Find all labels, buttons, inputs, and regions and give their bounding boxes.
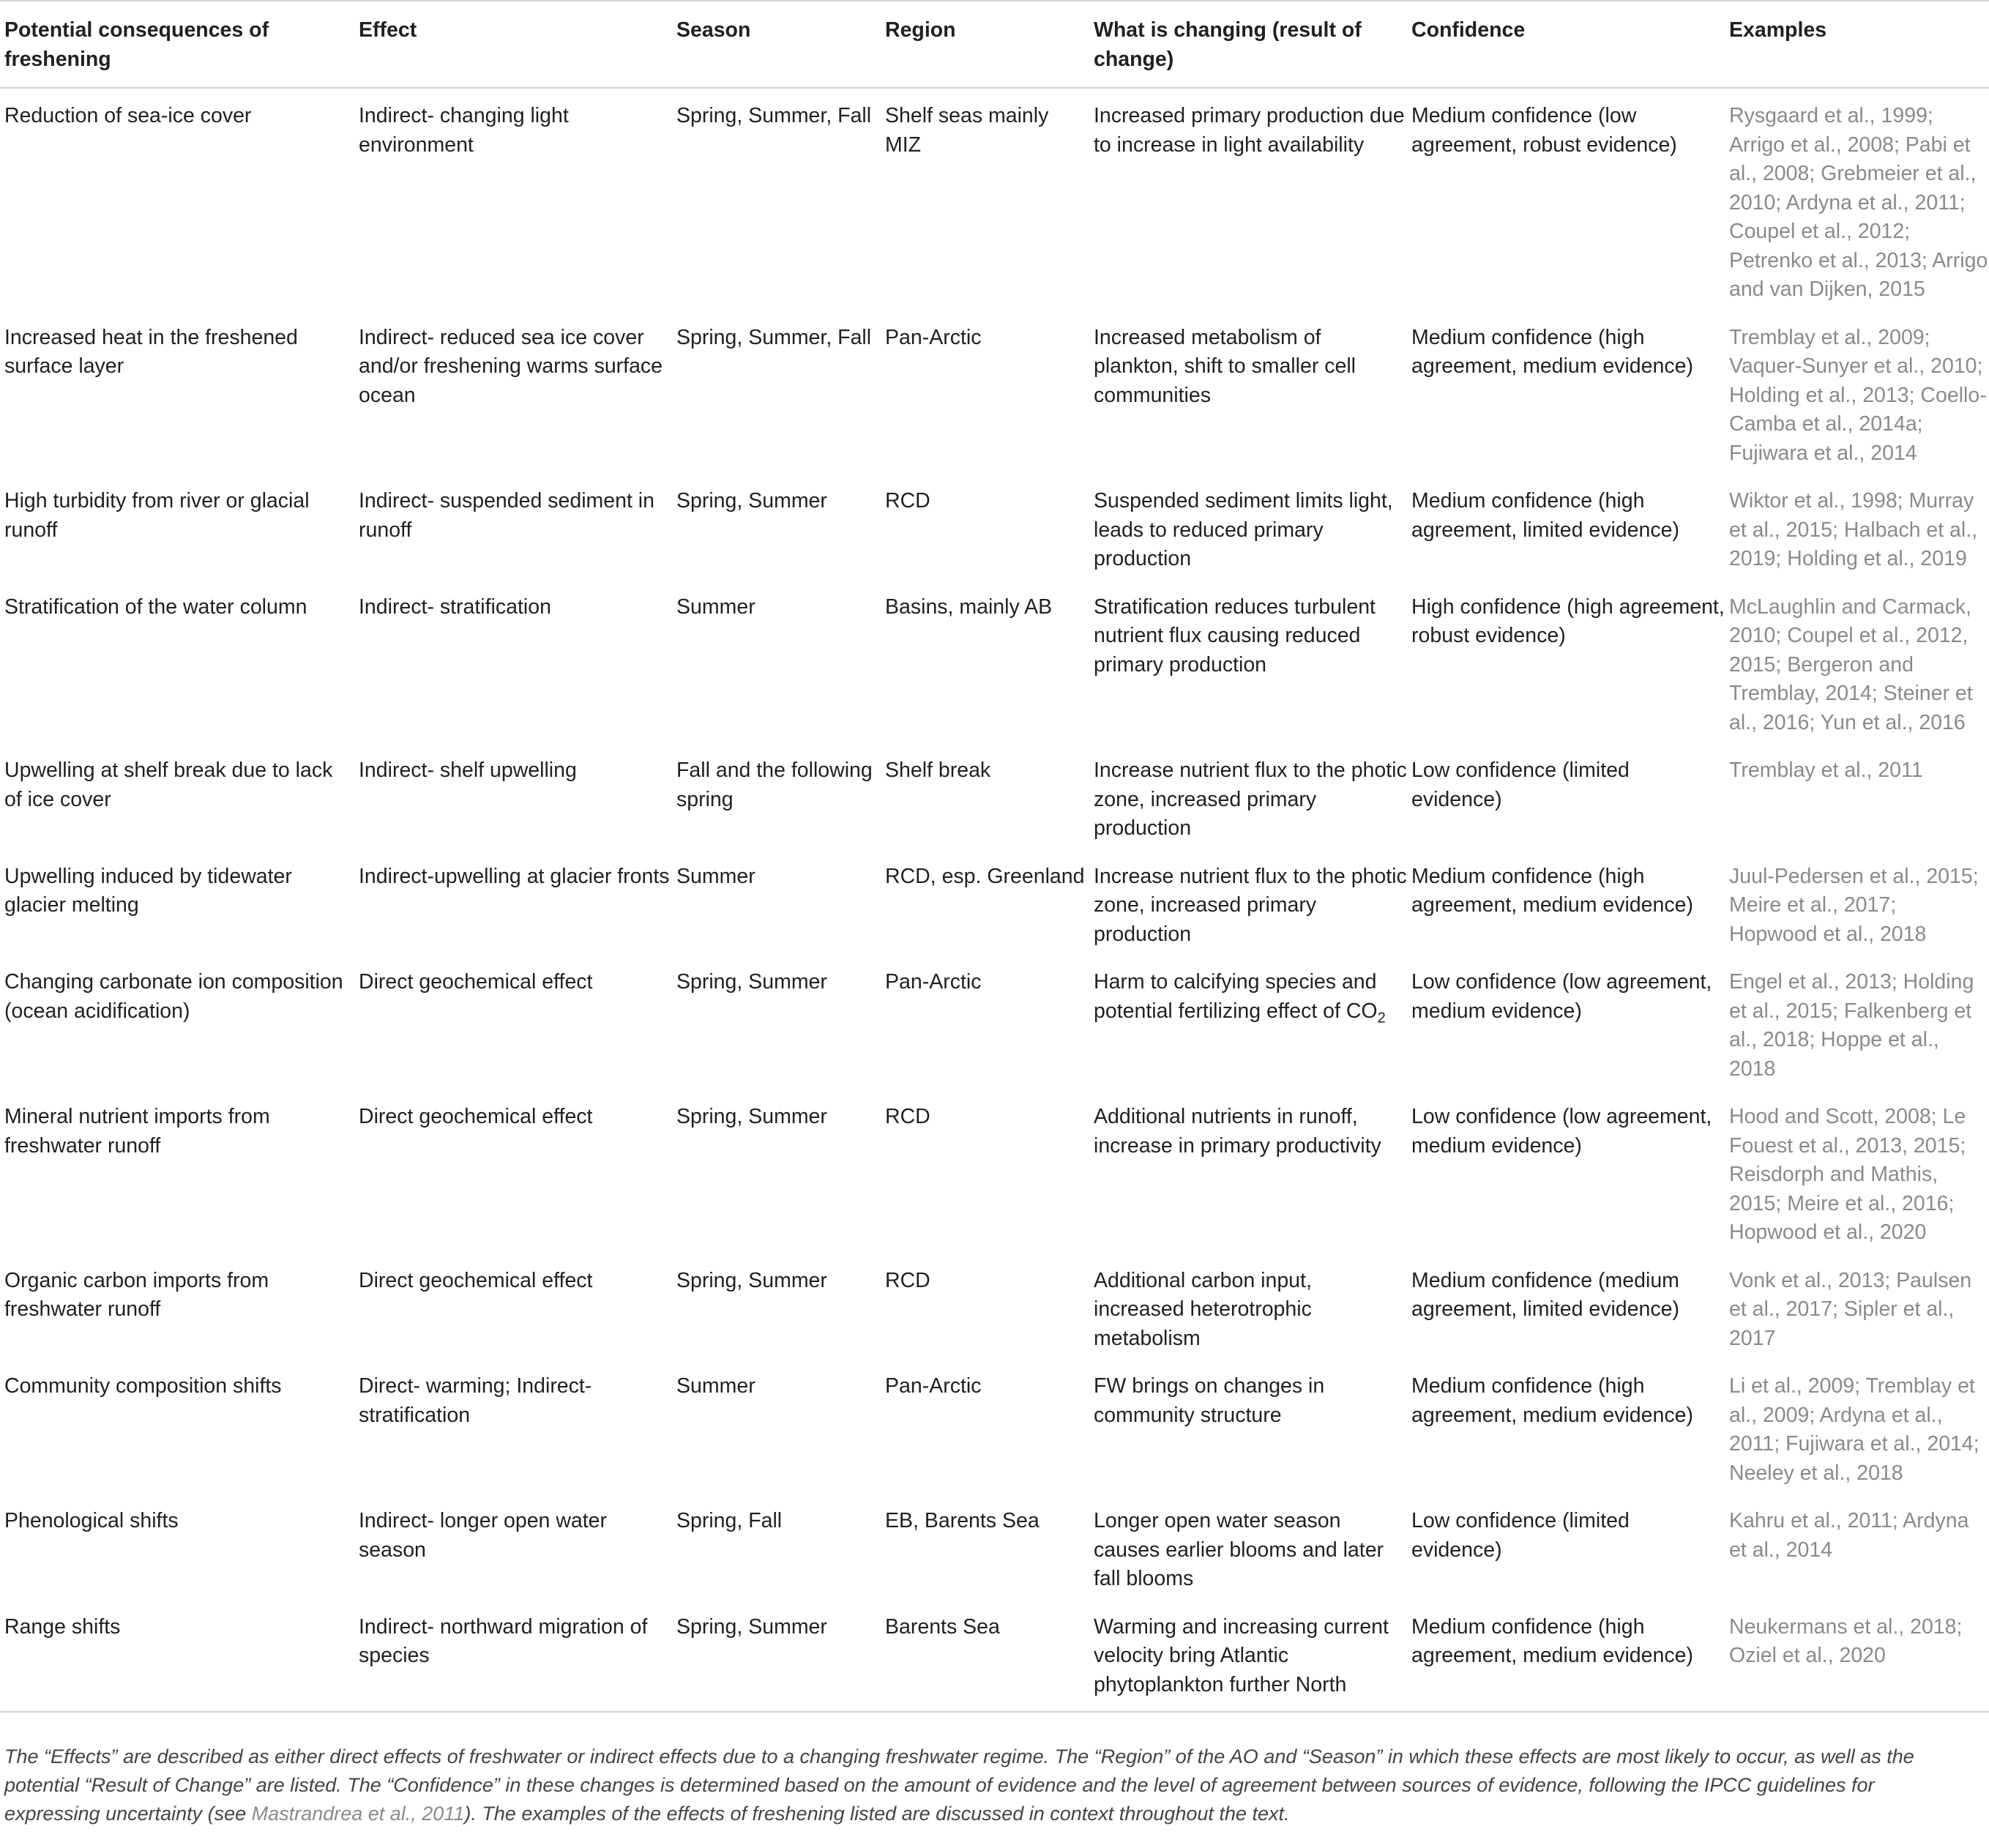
cell-examples-links[interactable]: Engel et al., 2013; Holding et al., 2015; Falkenberg et al., 2018; Hoppe et al., 2018 bbox=[1729, 970, 1974, 1081]
cell-season: Spring, Summer bbox=[676, 489, 827, 513]
cell-region: RCD bbox=[885, 489, 930, 513]
cell-consequence: Upwelling at shelf break due to lack of ice cover bbox=[4, 759, 333, 811]
cell-effect: Indirect-upwelling at glacier fronts bbox=[359, 864, 670, 888]
table-row bbox=[0, 580, 1989, 744]
caption-text-start: The “Effects” are described as either direct effects of freshwater or indirect effects due to a changing freshwater regime. The “Region” of the AO and “Season” in which these effects are most likely to occur, as well as the potential “Result of Change” are listed. The “Confidence” in these changes is determined based on the amount of evidence and the level of agreement between sources of evidence, following the IPCC guidelines for expressing uncertainty (see bbox=[4, 1745, 1914, 1825]
cell-examples-links[interactable]: Vonk et al., 2013; Paulsen et al., 2017; Sipler et al., 2017 bbox=[1729, 1268, 1972, 1350]
cell-change: Increased metabolism of plankton, shift to smaller cell communities bbox=[1094, 325, 1356, 407]
cell-change: Increase nutrient flux to the photic zone, increased primary production bbox=[1094, 864, 1407, 946]
cell-change: Stratification reduces turbulent nutrient flux causing reduced primary production bbox=[1094, 595, 1376, 677]
cell-confidence: Low confidence (low agreement, medium evidence) bbox=[1411, 970, 1712, 1023]
cell-effect: Direct geochemical effect bbox=[359, 1268, 593, 1292]
cell-examples-links[interactable]: Juul-Pedersen et al., 2015; Meire et al., 2017; Hopwood et al., 2018 bbox=[1729, 864, 1979, 946]
cell-season: Spring, Summer bbox=[676, 1105, 827, 1128]
cell-consequence: Stratification of the water column bbox=[4, 595, 307, 619]
header-examples: Examples bbox=[1729, 18, 1827, 42]
cell-confidence: Medium confidence (high agreement, medium evidence) bbox=[1411, 1374, 1693, 1427]
cell-effect: Indirect- changing light environment bbox=[359, 104, 569, 157]
header-season: Season bbox=[676, 18, 751, 42]
cell-examples-links[interactable]: Wiktor et al., 1998; Murray et al., 2015; Halbach et al., 2019; Holding et al., 2019 bbox=[1729, 489, 1978, 570]
cell-region: Pan-Arctic bbox=[885, 325, 982, 349]
cell-examples-links[interactable]: Hood and Scott, 2008; Le Fouest et al., 2013, 2015; Reisdorph and Mathis, 2015; Meire et al., 2016; Hopwood et al., 2020 bbox=[1729, 1105, 1966, 1244]
cell-region: Shelf seas mainly MIZ bbox=[885, 104, 1049, 157]
cell-region: RCD, esp. Greenland bbox=[885, 864, 1085, 888]
cell-season: Spring, Summer, Fall bbox=[676, 104, 872, 127]
cell-confidence: Medium confidence (high agreement, medium evidence) bbox=[1411, 1614, 1693, 1667]
cell-season: Summer bbox=[676, 1374, 755, 1398]
cell-confidence: Medium confidence (medium agreement, limited evidence) bbox=[1411, 1268, 1679, 1321]
cell-examples-links[interactable]: McLaughlin and Carmack, 2010; Coupel et al., 2012, 2015; Bergeron and Tremblay, 2014; Steiner et al., 2016; Yun et al., 2016 bbox=[1729, 595, 1973, 734]
table-caption bbox=[0, 1732, 1981, 1828]
caption-text-end: ). The examples of the effects of freshening listed are discussed in context throughout the text. bbox=[464, 1803, 1290, 1825]
cell-confidence: Medium confidence (high agreement, medium evidence) bbox=[1411, 864, 1693, 917]
cell-confidence: Low confidence (limited evidence) bbox=[1411, 759, 1630, 811]
cell-season: Spring, Summer bbox=[676, 970, 827, 994]
header-effect: Effect bbox=[359, 18, 417, 42]
cell-consequence: Range shifts bbox=[4, 1614, 121, 1639]
cell-region: EB, Barents Sea bbox=[885, 1509, 1040, 1532]
table-header bbox=[0, 1, 1989, 88]
table-row bbox=[0, 1253, 1989, 1360]
cell-examples-links[interactable]: Li et al., 2009; Tremblay et al., 2009; Ardyna et al., 2011; Fujiwara et al., 2014; Neeley et al., 2018 bbox=[1729, 1374, 1979, 1485]
cell-region: Shelf break bbox=[885, 759, 991, 782]
cell-change-text: Harm to calcifying species and potential fertilizing effect of CO bbox=[1094, 970, 1378, 1023]
cell-effect: Indirect- suspended sediment in runoff bbox=[359, 489, 654, 542]
cell-region: Pan-Arctic bbox=[885, 970, 982, 994]
cell-confidence: High confidence (high agreement, robust evidence) bbox=[1411, 595, 1725, 647]
cell-season: Spring, Fall bbox=[676, 1509, 783, 1532]
cell-examples-links[interactable]: Neukermans et al., 2018; Oziel et al., 2020 bbox=[1729, 1614, 1963, 1667]
cell-effect: Direct geochemical effect bbox=[359, 1105, 593, 1128]
cell-effect: Direct- warming; Indirect- stratification bbox=[359, 1374, 592, 1427]
caption-citation-link[interactable]: Mastrandrea et al., 2011 bbox=[251, 1803, 465, 1825]
table-row bbox=[0, 88, 1989, 310]
cell-effect: Indirect- shelf upwelling bbox=[359, 759, 577, 782]
header-row bbox=[0, 1, 1989, 88]
table-row bbox=[0, 1089, 1989, 1253]
cell-examples-links[interactable]: Rysgaard et al., 1999; Arrigo et al., 2008; Pabi et al., 2008; Grebmeier et al., 2010; Ardyna et al., 2011; Coupel et al., 2012; Petrenko et al., 2013; Arrigo and van Dijken, 2015 bbox=[1729, 104, 1988, 301]
cell-change: Increased primary production due to increase in light availability bbox=[1094, 104, 1405, 157]
cell-season: Summer bbox=[676, 864, 755, 888]
cell-effect: Indirect- northward migration of species bbox=[359, 1614, 648, 1667]
cell-change: Warming and increasing current velocity bring Atlantic phytoplankton further North bbox=[1094, 1614, 1389, 1696]
cell-confidence: Low confidence (low agreement, medium evidence) bbox=[1411, 1105, 1712, 1158]
cell-consequence: Phenological shifts bbox=[4, 1509, 179, 1532]
cell-consequence: Community composition shifts bbox=[4, 1374, 282, 1398]
cell-change: Suspended sediment limits light, leads to reduced primary production bbox=[1094, 489, 1393, 570]
cell-effect: Direct geochemical effect bbox=[359, 970, 593, 994]
header-change: What is changing (result of change) bbox=[1094, 18, 1362, 71]
cell-confidence: Medium confidence (low agreement, robust evidence) bbox=[1411, 104, 1677, 157]
cell-region: RCD bbox=[885, 1105, 930, 1128]
table-row bbox=[0, 310, 1989, 474]
cell-season: Fall and the following spring bbox=[676, 759, 873, 811]
cell-region: Barents Sea bbox=[885, 1614, 1000, 1639]
cell-season: Spring, Summer bbox=[676, 1614, 827, 1639]
cell-change: FW brings on changes in community structure bbox=[1094, 1374, 1325, 1427]
header-consequence: Potential consequences of freshening bbox=[4, 18, 269, 71]
cell-effect: Indirect- reduced sea ice cover and/or freshening warms surface ocean bbox=[359, 325, 663, 407]
cell-consequence: Mineral nutrient imports from freshwater runoff bbox=[4, 1105, 270, 1158]
cell-region: Pan-Arctic bbox=[885, 1374, 982, 1398]
cell-effect: Indirect- stratification bbox=[359, 595, 551, 619]
table-row bbox=[0, 743, 1989, 849]
cell-change: Longer open water season causes earlier blooms and later fall blooms bbox=[1094, 1509, 1384, 1590]
cell-confidence: Low confidence (limited evidence) bbox=[1411, 1509, 1630, 1562]
cell-consequence: Upwelling induced by tidewater glacier melting bbox=[4, 864, 292, 917]
table-row bbox=[0, 1359, 1989, 1494]
table-row bbox=[0, 849, 1989, 955]
cell-consequence: Organic carbon imports from freshwater runoff bbox=[4, 1268, 269, 1321]
cell-consequence: High turbidity from river or glacial runoff bbox=[4, 489, 310, 542]
cell-change: Additional carbon input, increased heterotrophic metabolism bbox=[1094, 1268, 1312, 1350]
header-region: Region bbox=[885, 18, 956, 42]
cell-confidence: Medium confidence (high agreement, limited evidence) bbox=[1411, 489, 1679, 542]
table-body bbox=[0, 88, 1989, 1712]
cell-consequence: Increased heat in the freshened surface layer bbox=[4, 325, 298, 378]
cell-change: Additional nutrients in runoff, increase in primary productivity bbox=[1094, 1105, 1381, 1158]
cell-consequence: Changing carbonate ion composition (ocean acidification) bbox=[4, 970, 343, 1023]
cell-region: RCD bbox=[885, 1268, 930, 1292]
cell-effect: Indirect- longer open water season bbox=[359, 1509, 608, 1562]
cell-confidence: Medium confidence (high agreement, medium evidence) bbox=[1411, 325, 1693, 378]
cell-season: Summer bbox=[676, 595, 755, 619]
cell-examples-links[interactable]: Tremblay et al., 2009; Vaquer-Sunyer et al., 2010; Holding et al., 2013; Coello-Camba et al., 2014a; Fujiwara et al., 2014 bbox=[1729, 325, 1987, 465]
table-row bbox=[0, 1600, 1989, 1713]
cell-examples-links[interactable]: Kahru et al., 2011; Ardyna et al., 2014 bbox=[1729, 1509, 1969, 1562]
table-row bbox=[0, 955, 1989, 1089]
cell-season: Spring, Summer bbox=[676, 1268, 827, 1292]
cell-change: Increase nutrient flux to the photic zone, increased primary production bbox=[1094, 759, 1407, 840]
cell-consequence: Reduction of sea-ice cover bbox=[4, 104, 252, 127]
cell-season: Spring, Summer, Fall bbox=[676, 325, 872, 349]
cell-region: Basins, mainly AB bbox=[885, 595, 1053, 619]
cell-change bbox=[1089, 955, 1407, 1089]
subscript-2: 2 bbox=[1377, 1010, 1386, 1027]
table-row bbox=[0, 1494, 1989, 1600]
header-confidence: Confidence bbox=[1411, 18, 1526, 42]
cell-examples-links[interactable]: Tremblay et al., 2011 bbox=[1729, 759, 1923, 782]
table-row bbox=[0, 474, 1989, 580]
